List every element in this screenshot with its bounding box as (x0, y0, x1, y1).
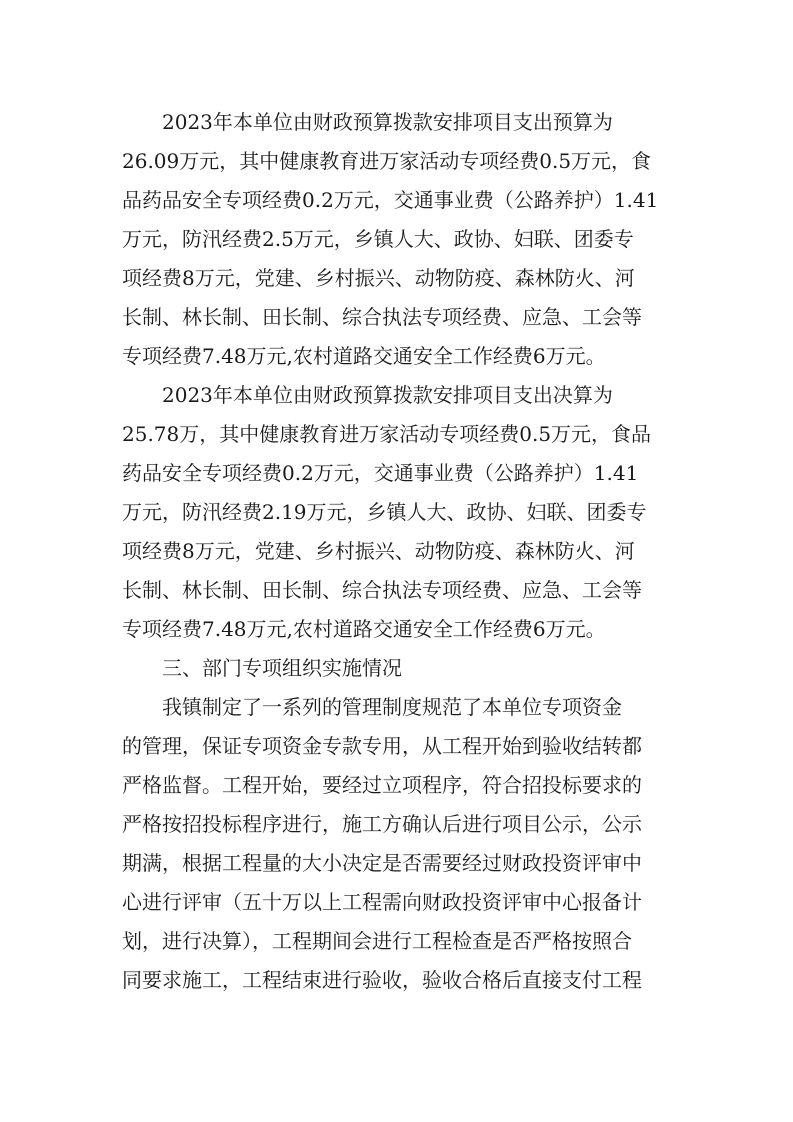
text-line: 项经费8万元，党建、乡村振兴、动物防疫、森林防火、河 (122, 266, 635, 290)
text-line: 万元，防汛经费2.5万元，乡镇人大、政协、妇联、团委专 (122, 227, 634, 251)
text-line: 2023年本单位由财政预算拨款安排项目支出预算为 (162, 110, 613, 134)
text-line: 我镇制定了一系列的管理制度规范了本单位专项资金 (162, 695, 622, 719)
text-line: 品药品安全专项经费0.2万元，交通事业费（公路养护）1.41 (122, 188, 659, 212)
text-line: 期满，根据工程量的大小决定是否需要经过财政投资评审中 (122, 851, 642, 875)
text-line: 万元，防汛经费2.19万元，乡镇人大、政协、妇联、团委专 (122, 500, 647, 524)
text-line: 25.78万，其中健康教育进万家活动专项经费0.5万元，食品 (122, 422, 652, 446)
text-line: 长制、林长制、田长制、综合执法专项经费、应急、工会等 (122, 578, 642, 602)
text-line: 心进行评审（五十万以上工程需向财政投资评审中心报备计 (122, 890, 642, 914)
text-line: 26.09万元，其中健康教育进万家活动专项经费0.5万元，食 (122, 149, 652, 173)
text-line: 划，进行决算），工程期间会进行工程检查是否严格按照合 (122, 929, 632, 953)
text-line: 长制、林长制、田长制、综合执法专项经费、应急、工会等 (122, 305, 642, 329)
section-heading: 三、部门专项组织实施情况 (162, 656, 402, 680)
text-line: 项经费8万元，党建、乡村振兴、动物防疫、森林防火、河 (122, 539, 635, 563)
text-line: 严格监督。工程开始，要经过立项程序，符合招投标要求的 (122, 773, 642, 797)
text-line: 专项经费7.48万元,农村道路交通安全工作经费6万元。 (122, 344, 606, 368)
text-line: 药品安全专项经费0.2万元，交通事业费（公路养护）1.41 (122, 461, 639, 485)
text-line: 的管理，保证专项资金专款专用，从工程开始到验收结转都 (122, 734, 642, 758)
text-line: 同要求施工，工程结束进行验收，验收合格后直接支付工程 (122, 968, 642, 992)
text-line: 2023年本单位由财政预算拨款安排项目支出决算为 (162, 383, 613, 407)
text-line: 专项经费7.48万元,农村道路交通安全工作经费6万元。 (122, 617, 606, 641)
text-line: 严格按招投标程序进行，施工方确认后进行项目公示，公示 (122, 812, 642, 836)
